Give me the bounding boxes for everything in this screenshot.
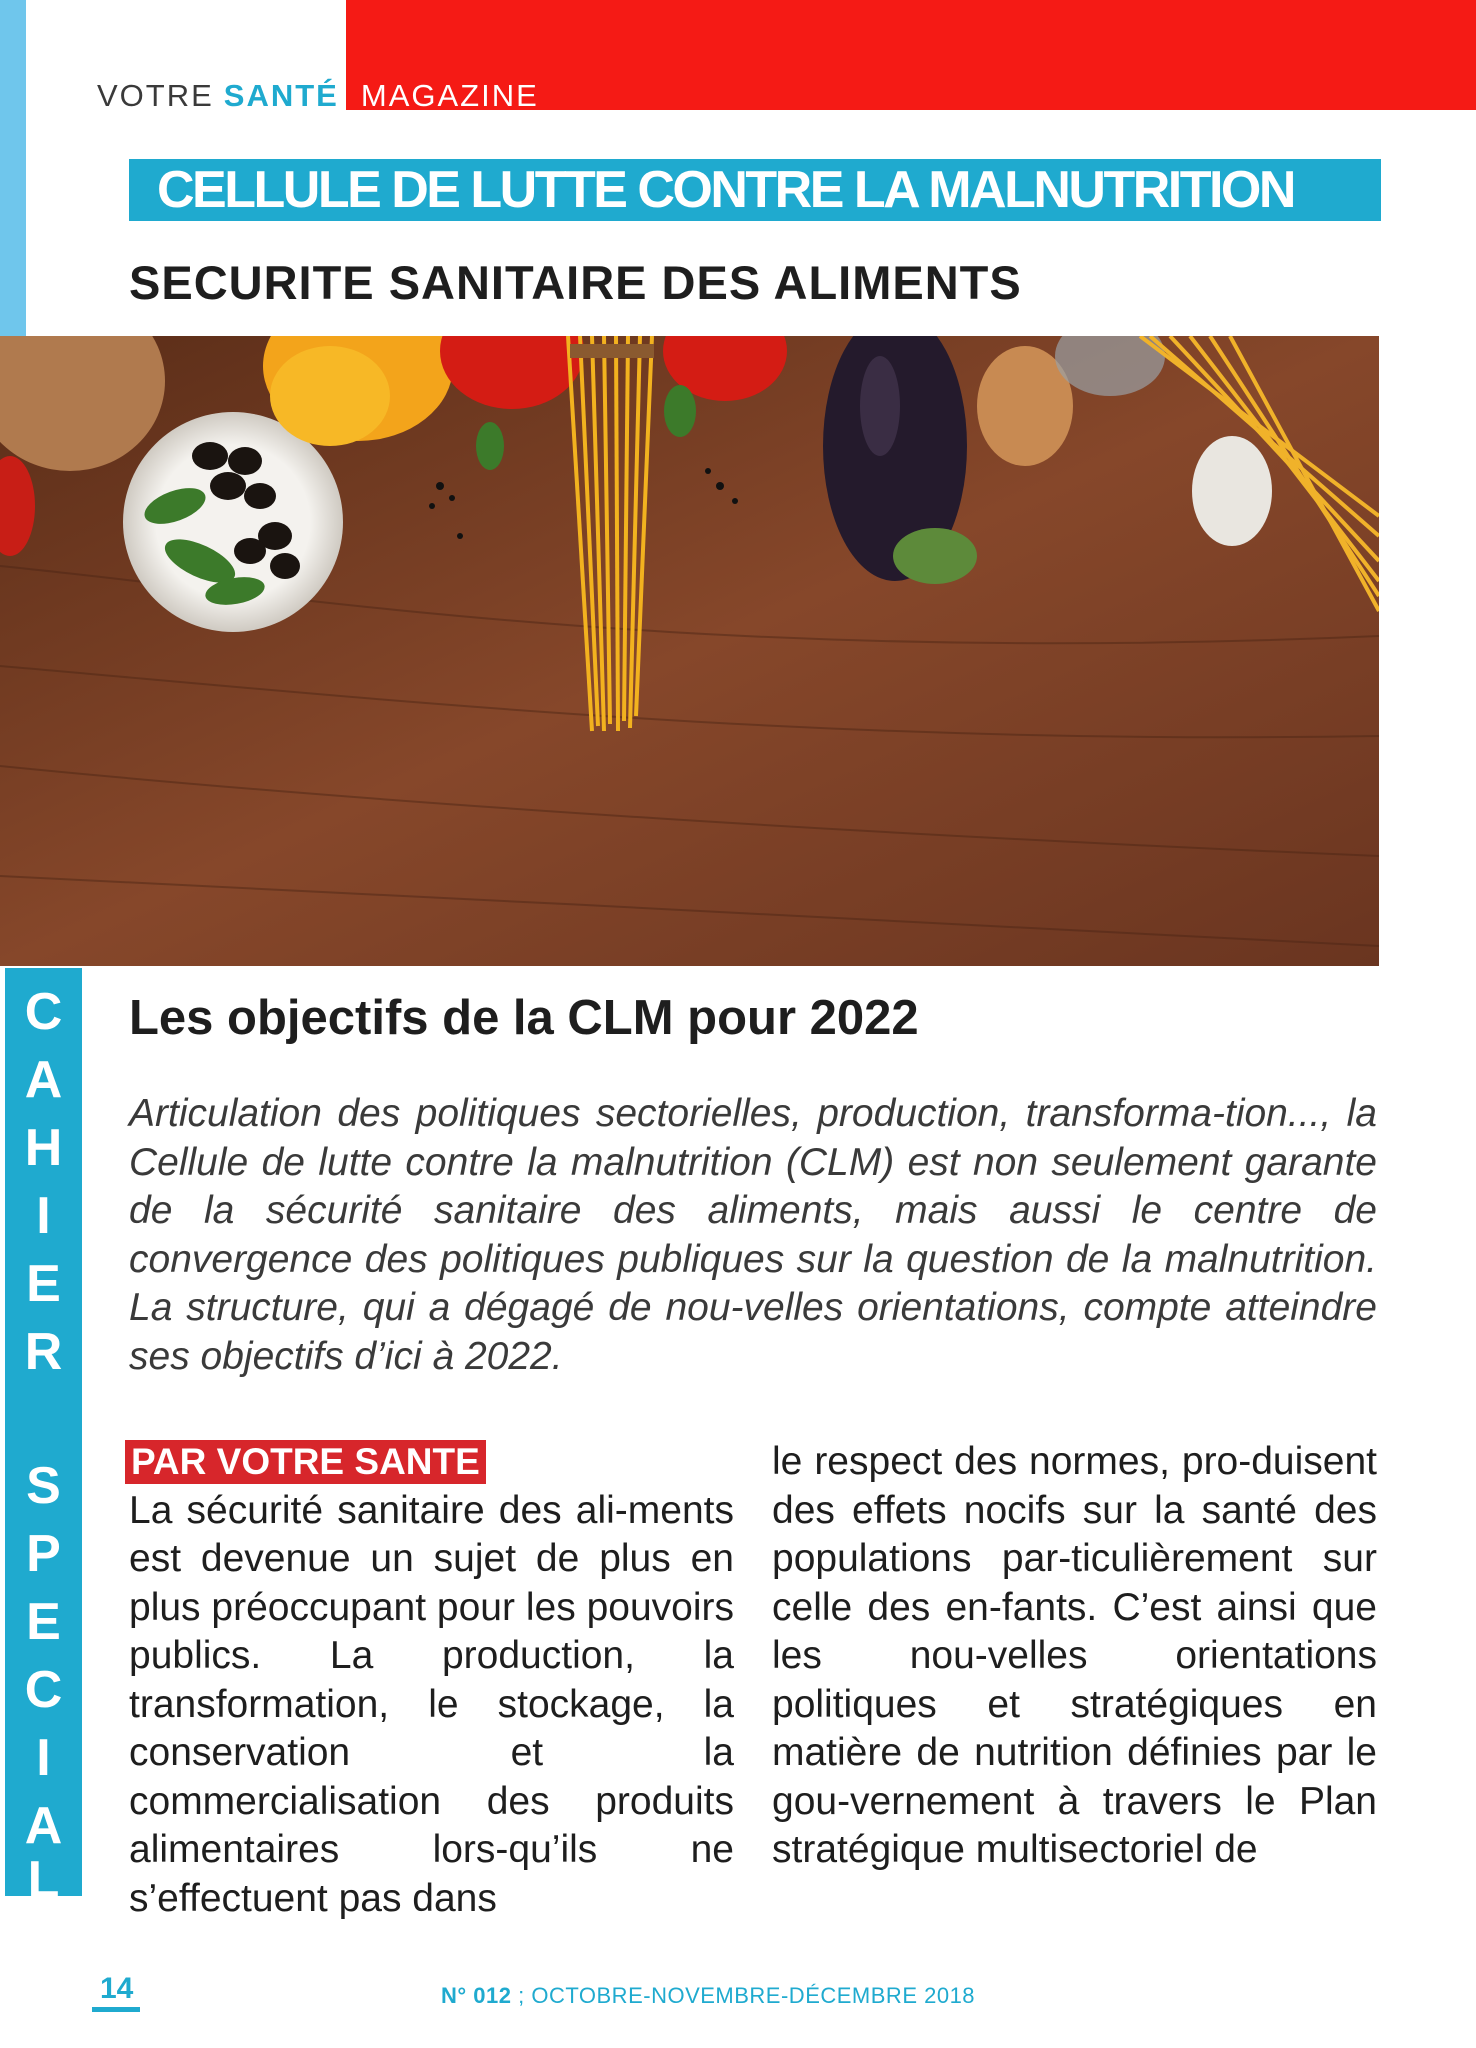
side-tab-letter: H [24, 1119, 63, 1177]
side-tab-letter: I [36, 1187, 51, 1245]
side-tab-letter: R [24, 1323, 63, 1381]
author-kicker: PAR VOTRE SANTE [125, 1440, 486, 1484]
side-tab-letter: I [36, 1729, 51, 1787]
article-intro: Articulation des politiques sectorielles, production, transforma-tion..., la Cellule de lutte contre la malnutrition (CLM) est non seulement garante de la sécurité sanitaire des aliments, mais aussi le centre de convergence des politiques publiques sur la question de la malnutrition. La structure, qui a dégagé de nou-velles orientations, compte atteindre ses objectifs d’ici à 2022. [129, 1092, 1377, 1378]
food-photo [0, 336, 1379, 966]
food-photo-illustration [0, 336, 1379, 966]
section-title-band: CELLULE DE LUTTE CONTRE LA MALNUTRITION [129, 159, 1381, 221]
side-tab-letter: S [26, 1457, 61, 1515]
cahier-special-side-tab [5, 968, 82, 1909]
side-tab-letter: A [24, 1797, 63, 1855]
issue-number: N° 012 [441, 1983, 512, 2008]
side-tab-letter: C [24, 1661, 63, 1719]
article-heading: Les objectifs de la CLM pour 2022 [129, 991, 919, 1045]
masthead-magazine: MAGAZINE [360, 78, 539, 113]
article-subtitle: SECURITE SANITAIRE DES ALIMENTS [129, 256, 1022, 309]
page-number: 14 [100, 1972, 134, 2005]
left-accent-bar [0, 0, 26, 340]
masthead-sante: SANTÉ [223, 78, 339, 113]
article-column-2: le respect des normes, pro-duisent des effets nocifs sur la santé des populations par-ticulièrement sur celle des en-fants. C’est ainsi que les nou-velles orientations politiques et stratégiques en matière de nutrition définies par le gou-vernement à travers le Plan stratégique multisectoriel de [772, 1440, 1377, 1871]
column-1-text: La sécurité sanitaire des ali-ments est devenue un sujet de plus en plus préoccupant pour les pouvoirs publics. La production, la transformation, le stockage, la conservation et la commercialisation des produits alimentaires lors-qu’ils ne s’effectuent pas dans [129, 1488, 734, 1920]
side-tab-letter: E [26, 1593, 61, 1651]
page-number-underline [92, 2007, 140, 2012]
side-tab-letter: P [26, 1525, 61, 1583]
issue-date: ; OCTOBRE-NOVEMBRE-DÉCEMBRE 2018 [511, 1983, 976, 2008]
footer-issue [441, 1983, 975, 2009]
side-tab-letter: A [24, 1051, 63, 1109]
side-tab-letter: L [27, 1851, 60, 1909]
masthead [97, 76, 539, 116]
side-tab-letter: E [26, 1255, 61, 1313]
masthead-votre: VOTRE [97, 78, 214, 113]
side-tab-letter: C [24, 983, 63, 1041]
article-column-1 [129, 1438, 734, 1923]
